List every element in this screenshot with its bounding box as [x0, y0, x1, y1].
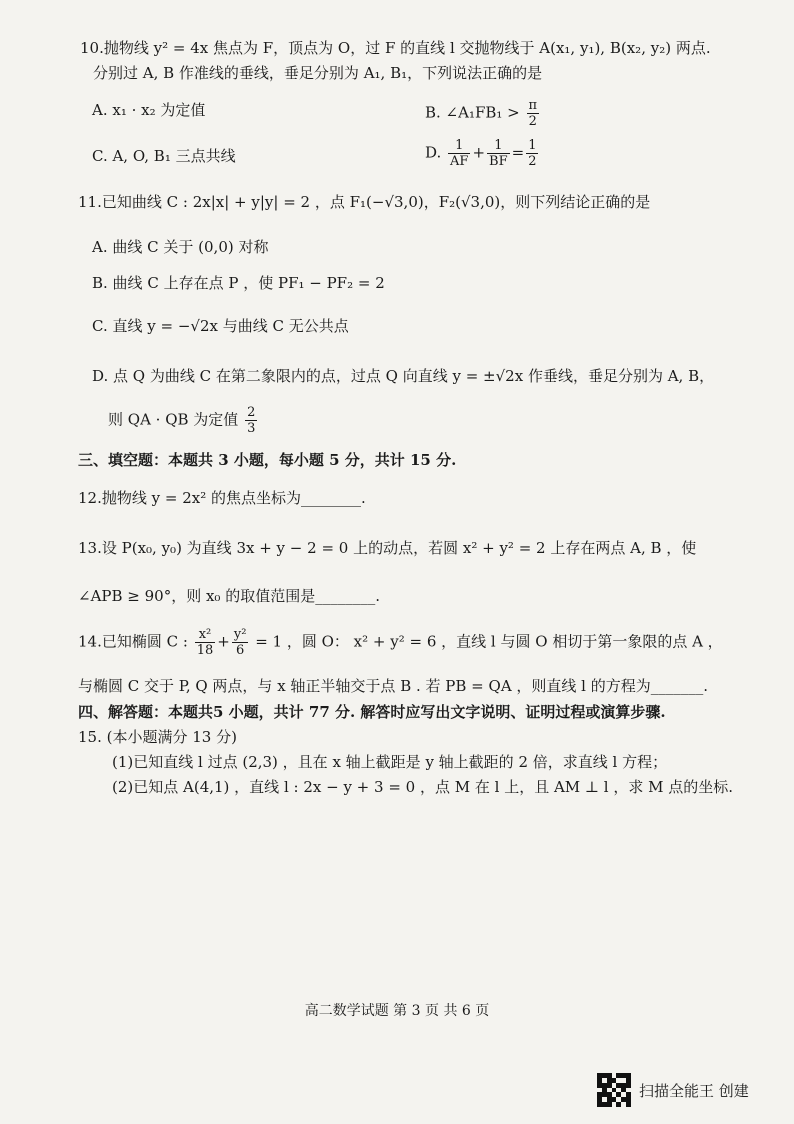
q10-option-d-fraction-2: [487, 138, 510, 169]
qr-code-icon: [597, 1073, 631, 1107]
q11-option-d-fraction: [245, 405, 257, 436]
q10-option-d: [425, 138, 540, 169]
q11-stem: 11.已知曲线 C : 2x|x| + y|y| = 2 ，点 F₁(−√3,0)，F₂(√3,0)，则下列结论正确的是: [78, 193, 651, 211]
q10-option-b-fraction: [527, 98, 540, 129]
q11-option-d: D. 点 Q 为曲线 C 在第二象限内的点，过点 Q 向直线 y = ±√2x 作垂线，垂足分别为 A, B，: [92, 367, 715, 385]
frac-numerator: 1: [448, 138, 470, 154]
page-footer: 高二数学试题 第 3 页 共 6 页: [304, 1003, 490, 1019]
q10-option-b: [425, 98, 541, 129]
plus-sign: +: [217, 632, 230, 651]
q15-part2: (2)已知点 A(4,1) ，直线 l : 2x − y + 3 = 0 ，点 M 在 l 上，且 AM ⊥ l ，求 M 点的坐标.: [112, 778, 734, 796]
frac-numerator: 1: [528, 138, 537, 153]
q14-fraction-2: [232, 627, 249, 658]
q14-text-post: = 1 ，圆 O： x² + y² = 6 ，直线 l 与圆 O 相切于第一象限的点 A ，: [255, 632, 723, 651]
q10-option-c: C. A, O, B₁ 三点共线: [92, 147, 236, 165]
q10-option-d-fraction-1: [448, 138, 470, 169]
q14-line1: [78, 627, 723, 658]
frac-numerator: π: [528, 98, 538, 113]
q13-line2: ∠APB ≥ 90°，则 x₀ 的取值范围是________.: [78, 587, 380, 605]
frac-denominator: AF: [450, 154, 469, 169]
q11-option-d-line2-text: 则 QA · QB 为定值: [108, 410, 239, 429]
frac-denominator: 18: [196, 643, 214, 658]
q10-option-b-text: B. ∠A₁FB₁ >: [425, 103, 520, 122]
equals-sign: =: [511, 143, 525, 162]
scanner-brand-text: 扫描全能王 创建: [639, 1081, 749, 1100]
q10-option-d-label: D.: [425, 143, 442, 162]
q13-line1: 13.设 P(x₀, y₀) 为直线 3x + y − 2 = 0 上的动点，若圆 x² + y² = 2 上存在两点 A, B ，使: [78, 539, 697, 557]
q11-option-a: A. 曲线 C 关于 (0,0) 对称: [92, 238, 269, 256]
q15-heading: 15. (本小题满分 13 分): [78, 728, 237, 746]
scanner-watermark: [597, 1073, 749, 1107]
frac-denominator: 2: [528, 114, 537, 129]
frac-numerator: 2: [247, 405, 256, 420]
q10-stem-line1: 10.抛物线 y² = 4x 焦点为 F，顶点为 O，过 F 的直线 l 交抛物线于 A(x₁, y₁), B(x₂, y₂) 两点.: [80, 39, 711, 57]
frac-denominator: 2: [528, 154, 537, 169]
frac-numerator: y²: [233, 627, 247, 642]
frac-numerator: x²: [195, 627, 216, 643]
q11-option-c: C. 直线 y = −√2x 与曲线 C 无公共点: [92, 317, 349, 335]
q10-option-a: A. x₁ · x₂ 为定值: [92, 101, 206, 119]
q15-part1: (1)已知直线 l 过点 (2,3) ，且在 x 轴上截距是 y 轴上截距的 2 倍，求直线 l 方程；: [112, 753, 668, 771]
frac-denominator: 3: [247, 421, 256, 436]
q14-text-pre: 14.已知椭圆 C :: [78, 632, 188, 651]
section-3-heading: 三、填空题：本题共 3 小题，每小题 5 分，共计 15 分.: [78, 451, 457, 469]
plus-sign: +: [472, 143, 486, 162]
q14-fraction-1: [195, 627, 216, 658]
q10-option-d-fraction-3: [526, 138, 538, 169]
section-4-heading: 四、解答题：本题共5 小题，共计 77 分. 解答时应写出文字说明、证明过程或演算步骤.: [78, 703, 666, 721]
frac-denominator: BF: [489, 154, 508, 169]
q10-stem-line2: 分别过 A, B 作准线的垂线，垂足分别为 A₁, B₁，下列说法正确的是: [93, 64, 543, 82]
q12: 12.抛物线 y = 2x² 的焦点坐标为________.: [78, 489, 366, 507]
q11-option-d-line2: [108, 405, 259, 436]
frac-numerator: 1: [487, 138, 510, 154]
q14-line2: 与椭圆 C 交于 P, Q 两点，与 x 轴正半轴交于点 B . 若 PB = QA ，则直线 l 的方程为_______.: [78, 677, 709, 695]
frac-denominator: 6: [235, 643, 245, 658]
q11-option-b: B. 曲线 C 上存在点 P ，使 PF₁ − PF₂ = 2: [92, 274, 385, 292]
